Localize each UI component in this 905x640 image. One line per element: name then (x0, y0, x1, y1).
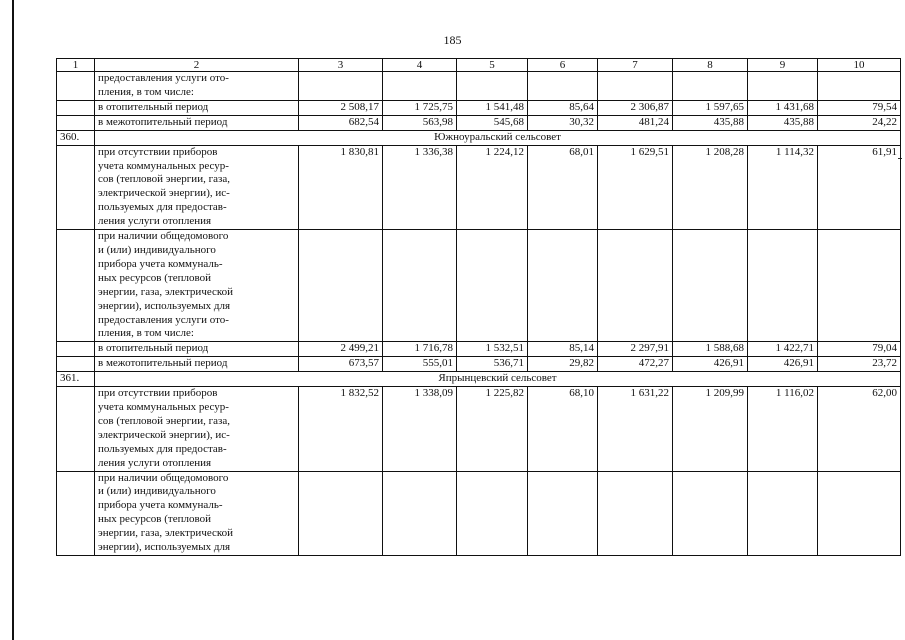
description-line: при наличии общедомового (98, 471, 229, 484)
description-line: учета коммунальных ресур- (98, 159, 229, 172)
description-line: в межотопительный период (98, 357, 228, 370)
table-row (57, 357, 901, 372)
value-cell (528, 72, 598, 101)
value-cell: 481,24 (598, 115, 673, 130)
value-cell: 85,14 (528, 342, 598, 357)
value-cell: 68,01 (528, 145, 598, 229)
value-cell (748, 471, 818, 555)
value-cell: 24,22 (818, 115, 901, 130)
value-cell: 1 830,81 (299, 145, 383, 229)
value-cell: 2 499,21 (299, 342, 383, 357)
row-number-cell (57, 145, 95, 229)
description-line: предоставления услуги ото- (98, 72, 229, 84)
description-cell (95, 342, 299, 357)
description-line: в отопительный период (98, 342, 209, 355)
table-row (57, 72, 901, 101)
row-number-cell (57, 471, 95, 555)
value-cell: 1 114,32 (748, 145, 818, 229)
description-line: пления, в том числе: (98, 327, 194, 340)
value-cell: 545,68 (457, 115, 528, 130)
description-line: ных ресурсов (тепловой (98, 513, 211, 526)
value-cell: 1 532,51 (457, 342, 528, 357)
section-row (57, 130, 901, 145)
column-number: 8 (673, 59, 748, 72)
value-cell (457, 471, 528, 555)
tariff-table (56, 58, 901, 556)
description-line: пления, в том числе: (98, 85, 194, 98)
column-number: 6 (528, 59, 598, 72)
row-number-cell (57, 342, 95, 357)
description-line: при наличии общедомового (98, 230, 229, 243)
value-cell: 1 588,68 (673, 342, 748, 357)
value-cell: 2 508,17 (299, 100, 383, 115)
value-cell: 536,71 (457, 357, 528, 372)
value-cell: 1 338,09 (383, 387, 457, 471)
value-cell: 563,98 (383, 115, 457, 130)
description-line: электрической энергии), ис- (98, 428, 230, 441)
value-cell: 1 725,75 (383, 100, 457, 115)
row-number-cell (57, 100, 95, 115)
value-cell: 682,54 (299, 115, 383, 130)
description-line: энергии, газа, электрической (98, 527, 234, 540)
value-cell: 673,57 (299, 357, 383, 372)
table-row (57, 115, 901, 130)
table-row (57, 100, 901, 115)
description-cell (95, 72, 299, 101)
value-cell (818, 230, 901, 342)
table-row (57, 342, 901, 357)
section-title: Южноуральский сельсовет (95, 130, 901, 145)
column-number-row (57, 59, 901, 72)
value-cell (748, 230, 818, 342)
value-cell: 1 422,71 (748, 342, 818, 357)
value-cell: 1 225,82 (457, 387, 528, 471)
value-cell: 555,01 (383, 357, 457, 372)
value-cell: 1 597,65 (673, 100, 748, 115)
column-number: 3 (299, 59, 383, 72)
table-body (57, 72, 901, 556)
row-number-cell (57, 387, 95, 471)
value-cell: 2 297,91 (598, 342, 673, 357)
value-cell (383, 230, 457, 342)
left-margin-line (12, 0, 14, 640)
description-cell (95, 387, 299, 471)
column-number: 7 (598, 59, 673, 72)
column-number: 10 (818, 59, 901, 72)
value-cell (299, 72, 383, 101)
value-cell: 1 209,99 (673, 387, 748, 471)
value-cell: 85,64 (528, 100, 598, 115)
value-cell: 1 116,02 (748, 387, 818, 471)
value-cell: 23,72 (818, 357, 901, 372)
description-line: ления услуги отопления (98, 456, 212, 469)
description-cell (95, 145, 299, 229)
description-line: в отопительный период (98, 100, 209, 113)
description-line: ления услуги отопления (98, 215, 212, 228)
description-line: предоставления услуги ото- (98, 313, 229, 326)
section-number: 361. (57, 372, 95, 387)
section-row (57, 372, 901, 387)
section-title: Япрынцевский сельсовет (95, 372, 901, 387)
row-number-cell (57, 357, 95, 372)
row-number-cell (57, 72, 95, 101)
value-cell: 30,32 (528, 115, 598, 130)
value-cell (383, 471, 457, 555)
value-cell: 1 208,28 (673, 145, 748, 229)
value-cell (818, 72, 901, 101)
value-cell: 1 431,68 (748, 100, 818, 115)
value-cell (598, 230, 673, 342)
row-number-cell (57, 230, 95, 342)
value-cell: 1 336,38 (383, 145, 457, 229)
table-row (57, 471, 901, 555)
column-number: 9 (748, 59, 818, 72)
value-cell (673, 471, 748, 555)
value-cell: 61,91 (818, 145, 901, 229)
description-line: при отсутствии приборов (98, 387, 218, 400)
description-line: при отсутствии приборов (98, 145, 218, 158)
description-line: пользуемых для предостав- (98, 201, 227, 214)
value-cell (598, 471, 673, 555)
description-line: сов (тепловой энергии, газа, (98, 173, 230, 186)
value-cell: 2 306,87 (598, 100, 673, 115)
value-cell: 426,91 (673, 357, 748, 372)
table-row (57, 387, 901, 471)
value-cell: 426,91 (748, 357, 818, 372)
value-cell (457, 230, 528, 342)
description-cell (95, 230, 299, 342)
value-cell (299, 471, 383, 555)
table-row (57, 145, 901, 229)
value-cell: 1 716,78 (383, 342, 457, 357)
value-cell: 1 631,22 (598, 387, 673, 471)
value-cell (299, 230, 383, 342)
page-number: 185 (443, 33, 462, 47)
value-cell: 1 224,12 (457, 145, 528, 229)
value-cell (748, 72, 818, 101)
value-cell: 29,82 (528, 357, 598, 372)
table-row (57, 230, 901, 342)
value-cell: 68,10 (528, 387, 598, 471)
description-line: прибора учета коммуналь- (98, 499, 223, 512)
column-number: 4 (383, 59, 457, 72)
value-cell: 79,04 (818, 342, 901, 357)
value-cell (383, 72, 457, 101)
column-number: 5 (457, 59, 528, 72)
description-line: сов (тепловой энергии, газа, (98, 414, 230, 427)
description-line: и (или) индивидуального (98, 485, 216, 498)
description-line: в межотопительный период (98, 115, 228, 128)
description-line: учета коммунальных ресур- (98, 401, 229, 414)
column-number: 1 (57, 59, 95, 72)
description-cell (95, 471, 299, 555)
value-cell: 435,88 (748, 115, 818, 130)
value-cell (528, 230, 598, 342)
description-line: ных ресурсов (тепловой (98, 271, 211, 284)
description-line: пользуемых для предостав- (98, 442, 227, 455)
description-line: электрической энергии), ис- (98, 187, 230, 200)
value-cell: 1 541,48 (457, 100, 528, 115)
value-cell: 79,54 (818, 100, 901, 115)
column-number: 2 (95, 59, 299, 72)
value-cell (457, 72, 528, 101)
description-cell (95, 100, 299, 115)
description-line: энергии), используемых для (98, 541, 231, 554)
value-cell: 1 832,52 (299, 387, 383, 471)
value-cell (598, 72, 673, 101)
row-number-cell (57, 115, 95, 130)
description-line: и (или) индивидуального (98, 243, 216, 256)
description-line: прибора учета коммуналь- (98, 257, 223, 270)
value-cell (818, 471, 901, 555)
description-line: энергии), используемых для (98, 299, 231, 312)
value-cell (673, 230, 748, 342)
section-number: 360. (57, 130, 95, 145)
value-cell: 435,88 (673, 115, 748, 130)
description-cell (95, 115, 299, 130)
value-cell: 1 629,51 (598, 145, 673, 229)
value-cell: 472,27 (598, 357, 673, 372)
value-cell (673, 72, 748, 101)
value-cell: 62,00 (818, 387, 901, 471)
description-line: энергии, газа, электрической (98, 285, 234, 298)
value-cell (528, 471, 598, 555)
description-cell (95, 357, 299, 372)
